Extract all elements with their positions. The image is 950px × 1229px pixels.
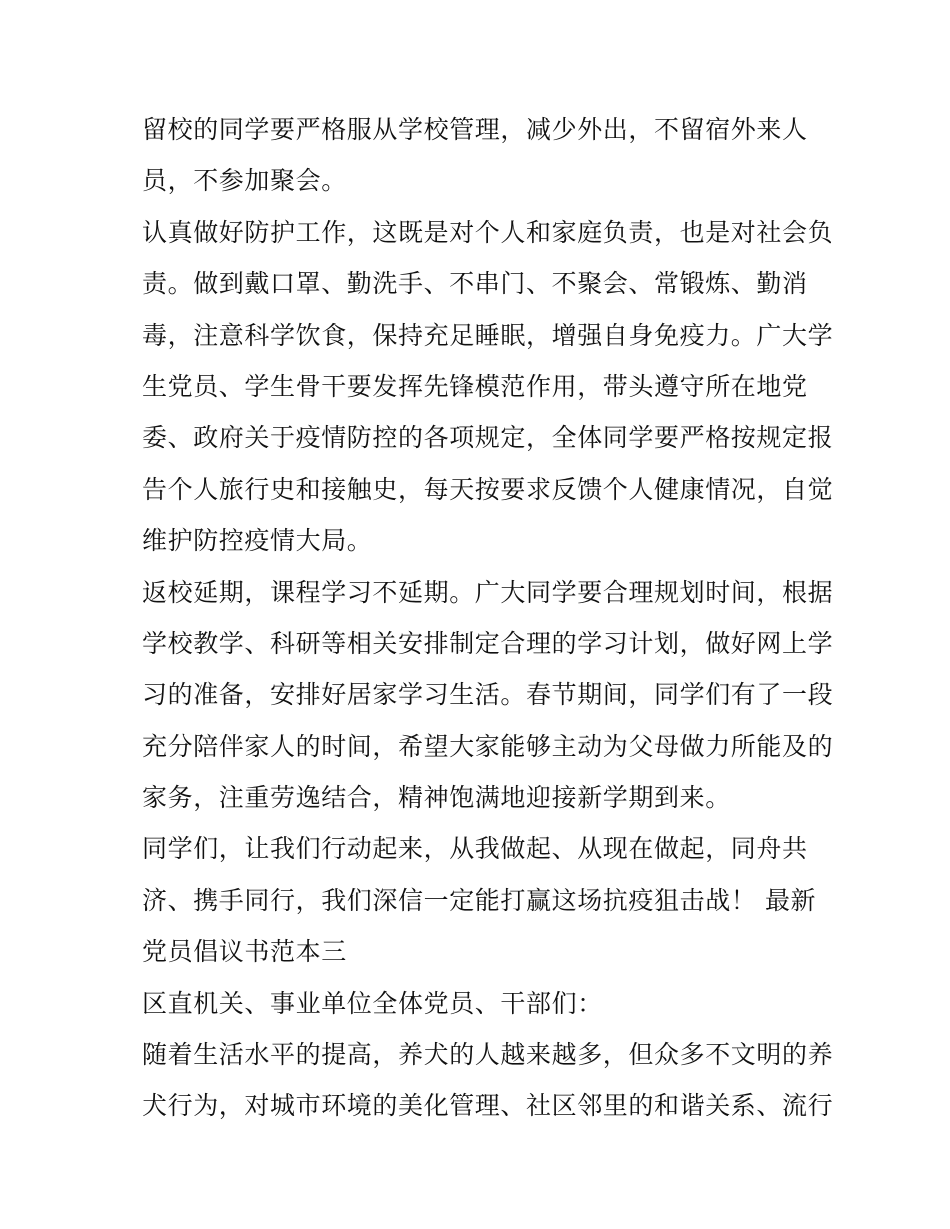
text-line: 返校延期，课程学习不延期。广大同学要合理规划时间，根据 [142, 577, 834, 607]
text-line: 留校的同学要严格服从学校管理，减少外出，不留宿外来人 [142, 115, 808, 144]
text-line: 学校教学、科研等相关安排制定合理的学习计划，做好网上学 [142, 628, 834, 658]
document-body [142, 104, 834, 1132]
section-heading: 党员倡议书范本三 [142, 937, 347, 967]
text-line: 犬行为，对城市环境的美化管理、社区邻里的和谐关系、流行 [142, 1091, 834, 1121]
text-line: 毒，注意科学饮食，保持充足睡眠，增强自身免疫力。广大学 [142, 320, 834, 350]
text-line: 告个人旅行史和接触史，每天按要求反馈个人健康情况，自觉 [142, 474, 834, 504]
text-line: 充分陪伴家人的时间，希望大家能够主动为父母做力所能及的 [142, 731, 834, 761]
salutation-line: 区直机关、事业单位全体党员、干部们： [142, 988, 603, 1018]
text-line: 家务，注重劳逸结合，精神饱满地迎接新学期到来。 [142, 783, 731, 813]
text-line: 员，不参加聚会。 [142, 166, 347, 196]
text-line: 济、携手同行，我们深信一定能打赢这场抗疫狙击战！ 最新 [142, 885, 817, 915]
text-line: 习的准备，安排好居家学习生活。春节期间，同学们有了一段 [142, 680, 834, 710]
text-line: 维护防控疫情大局。 [142, 526, 373, 556]
text-line: 委、政府关于疫情防控的各项规定，全体同学要严格按规定报 [142, 423, 834, 453]
text-line: 生党员、学生骨干要发挥先锋模范作用，带头遵守所在地党 [142, 371, 808, 401]
text-line: 同学们，让我们行动起来，从我做起、从现在做起，同舟共 [142, 834, 808, 864]
text-line: 随着生活水平的提高，养犬的人越来越多，但众多不文明的养 [142, 1040, 834, 1070]
text-line: 认真做好防护工作，这既是对个人和家庭负责，也是对社会负 [142, 217, 834, 247]
text-line: 责。做到戴口罩、勤洗手、不串门、不聚会、常锻炼、勤消 [142, 269, 808, 299]
